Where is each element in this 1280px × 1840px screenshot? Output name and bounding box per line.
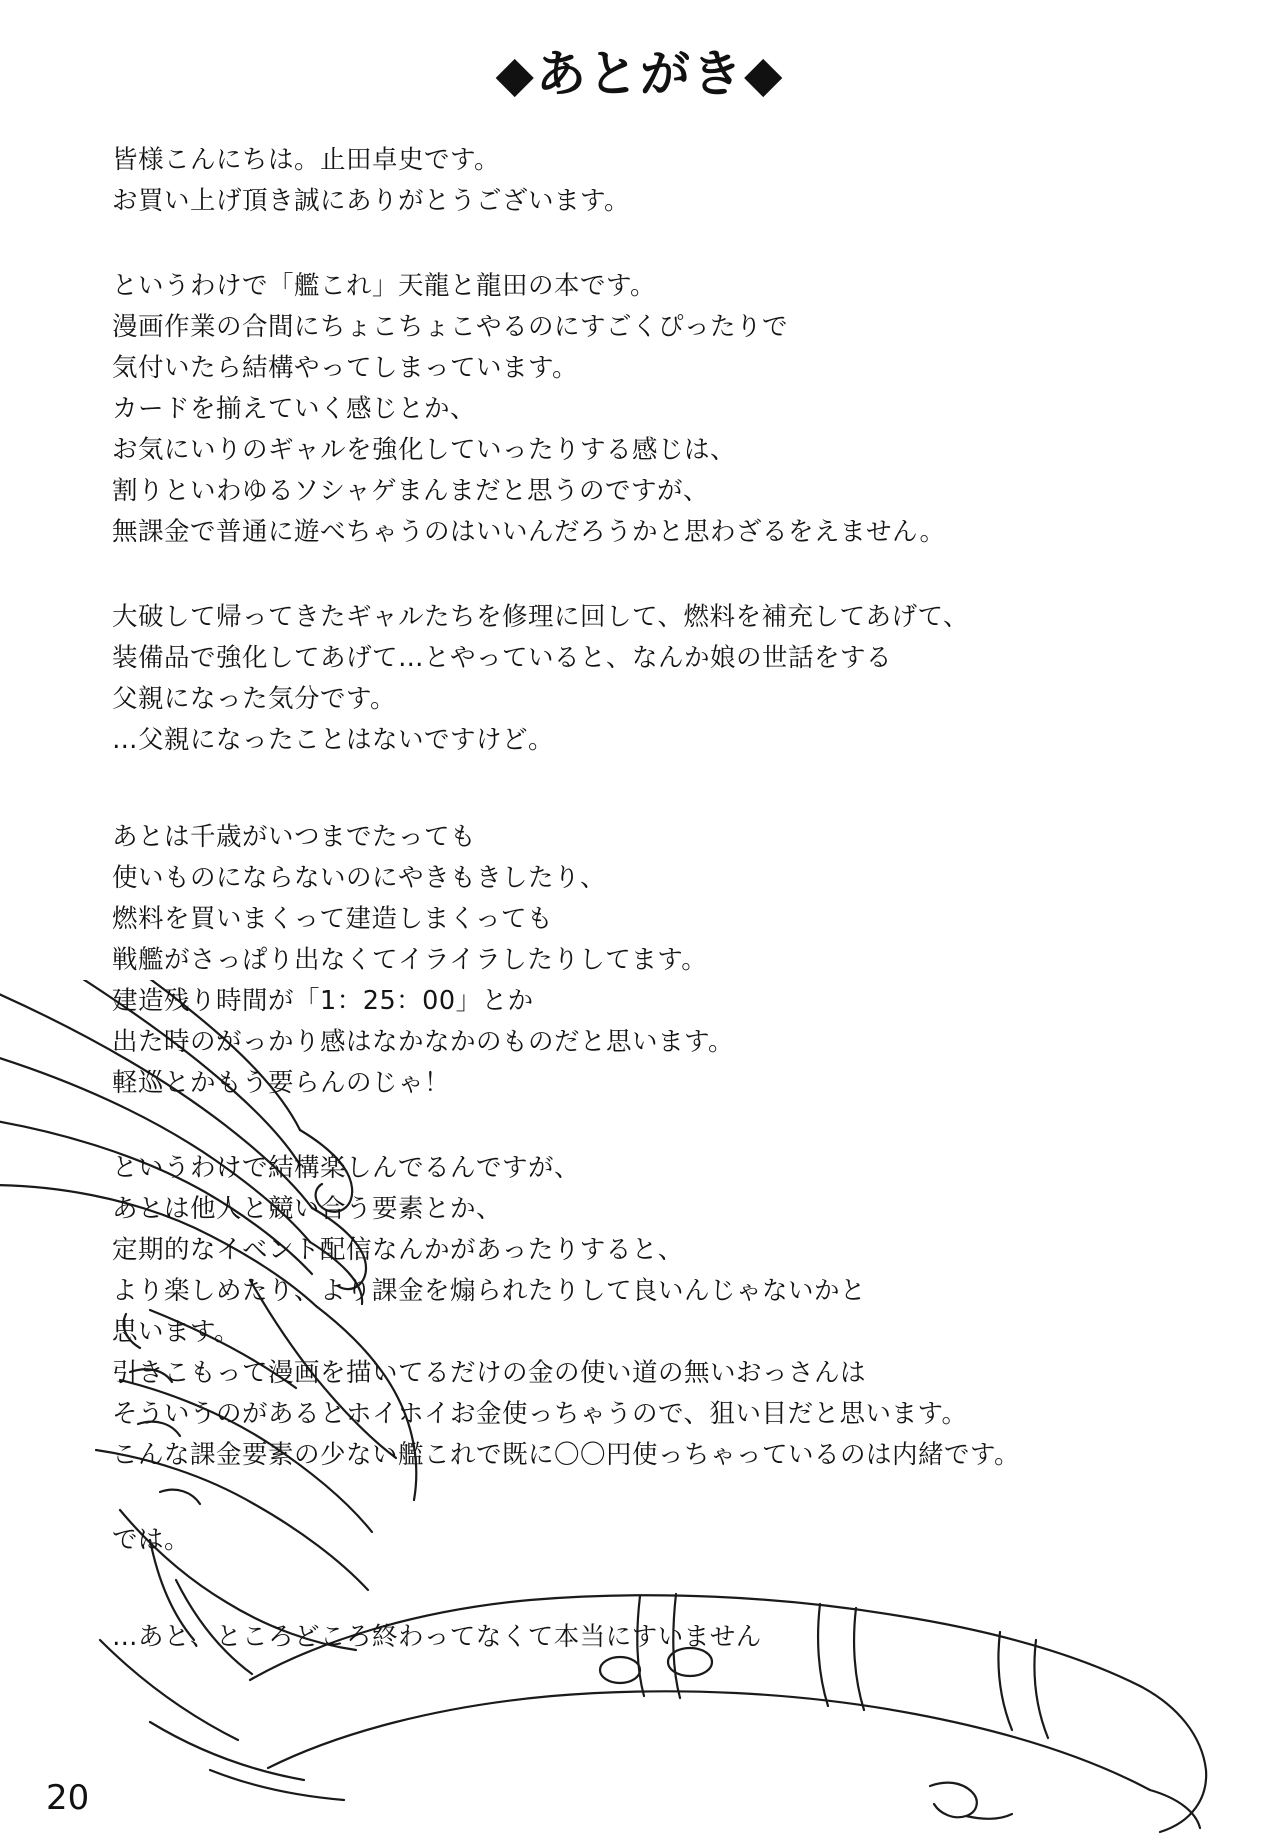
- text-line: 無課金で普通に遊べちゃうのはいいんだろうかと思わざるをえません。: [112, 517, 946, 547]
- text-line: 大破して帰ってきたギャルたちを修理に回して、燃料を補充してあげて、: [112, 602, 969, 632]
- text-line: あとは千歳がいつまでたっても: [112, 822, 477, 852]
- paragraph-greeting: [112, 140, 1172, 222]
- paragraph-repair: [112, 597, 1172, 761]
- text-line: 思います。: [112, 1317, 240, 1347]
- text-line: 皆様こんにちは。止田卓史です。: [112, 145, 500, 175]
- text-line: 戦艦がさっぱり出なくてイライラしたりしてます。: [112, 945, 708, 975]
- text-line: 引きこもって漫画を描いてるだけの金の使い道の無いおっさんは: [112, 1358, 867, 1388]
- page-title: ◆あとがき◆: [495, 45, 785, 103]
- text-line: 割りといわゆるソシャゲまんまだと思うのですが、: [112, 476, 709, 506]
- text-line: というわけで結構楽しんでるんですが、: [112, 1153, 581, 1183]
- text-line: お気にいりのギャルを強化していったりする感じは、: [112, 435, 737, 465]
- text-line: …父親になったことはないですけど。: [112, 725, 555, 755]
- paragraph-closing: [112, 1520, 1172, 1561]
- text-line: あとは他人と競い合う要素とか、: [112, 1194, 503, 1224]
- text-line: 建造残り時間が「1：25：00」とか: [112, 986, 534, 1016]
- text-line: …あと、ところどころ終わってなくて本当にすいません: [112, 1622, 762, 1652]
- text-line: 漫画作業の合間にちょこちょこやるのにすごくぴったりで: [112, 312, 789, 342]
- text-line: では。: [112, 1525, 191, 1555]
- text-line: というわけで「艦これ」天龍と龍田の本です。: [112, 271, 656, 301]
- text-line: より楽しめたり、より課金を煽られたりして良いんじゃないかと: [112, 1276, 867, 1306]
- text-line: そういうのがあるとホイホイお金使っちゃうので、狙い目だと思います。: [112, 1399, 968, 1429]
- page-number: 20: [46, 1778, 90, 1818]
- paragraph-chitose: [112, 817, 1172, 1104]
- paragraph-enjoying: [112, 1148, 1172, 1476]
- paragraph-about-book: [112, 266, 1172, 553]
- text-line: 軽巡とかもう要らんのじゃ！: [112, 1068, 451, 1098]
- text-line: 装備品で強化してあげて…とやっていると、なんか娘の世話をする: [112, 643, 893, 673]
- paragraph-apology: [112, 1617, 1172, 1658]
- text-line: 使いものにならないのにやきもきしたり、: [112, 863, 607, 893]
- afterword-body: [112, 140, 1172, 1658]
- text-line: 気付いたら結構やってしまっています。: [112, 353, 578, 383]
- text-line: 出た時のがっかり感はなかなかのものだと思います。: [112, 1027, 734, 1057]
- text-line: こんな課金要素の少ない艦これで既に〇〇円使っちゃっているのは内緒です。: [112, 1440, 1020, 1470]
- text-line: カードを揃えていく感じとか、: [112, 394, 477, 424]
- text-line: 定期的なイベント配信なんかがあったりすると、: [112, 1235, 684, 1265]
- text-line: 燃料を買いまくって建造しまくっても: [112, 904, 553, 934]
- text-line: 父親になった気分です。: [112, 684, 396, 714]
- text-line: お買い上げ頂き誠にありがとうございます。: [112, 186, 630, 216]
